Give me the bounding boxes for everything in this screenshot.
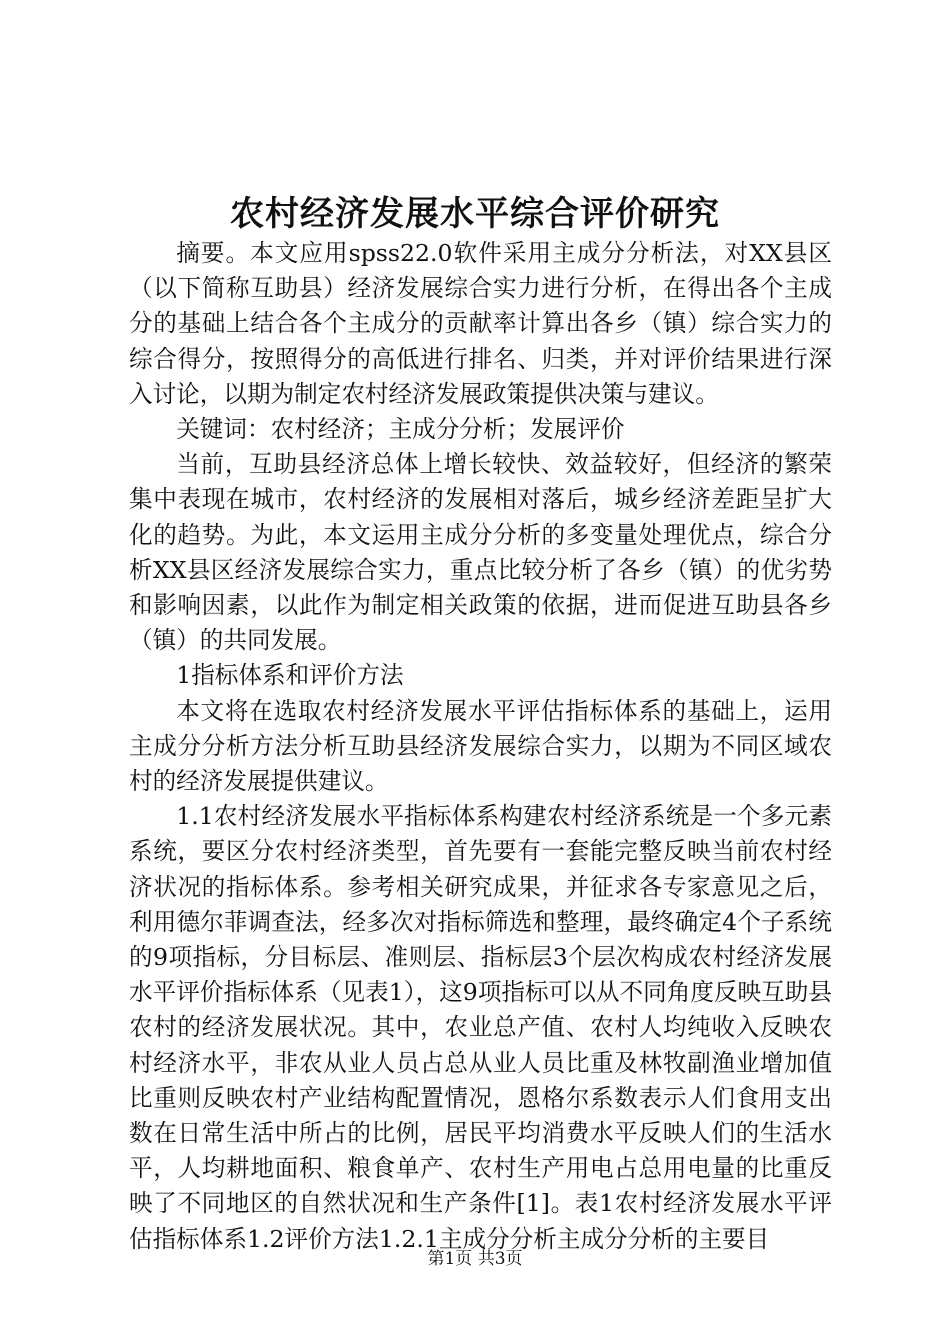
- section-paragraph: 本文将在选取农村经济发展水平评估指标体系的基础上，运用主成分分析方法分析互助县经济发展综合实力，以期为不同区域农村的经济发展提供建议。: [129, 696, 832, 796]
- section-heading: 1指标体系和评价方法: [176, 661, 404, 690]
- page-number-footer: 第1页 共3页: [427, 1249, 523, 1269]
- abstract-paragraph: 摘要。本文应用spss22.0软件采用主成分分析法，对XX县区（以下简称互助县）经济发展综合实力进行分析，在得出各个主成分的基础上结合各个主成分的贡献率计算出各乡（镇）综合实力的综合得分，按照得分的高低进行排名、归类，并对评价结果进行深入讨论，以期为制定农村经济发展政策提供决策与建议。: [129, 239, 832, 408]
- subsection-paragraph: 1.1农村经济发展水平指标体系构建农村经济系统是一个多元素系统，要区分农村经济类型，首先要有一套能完整反映当前农村经济状况的指标体系。参考相关研究成果，并征求各专家意见之后，利用德尔菲调查法，经多次对指标筛选和整理，最终确定4个子系统的9项指标，分目标层、准则层、指标层3个层次构成农村经济发展水平评价指标体系（见表1），这9项指标可以从不同角度反映互助县农村的经济发展状况。其中，农业总产值、农村人均纯收入反映农村经济水平，非农从业人员占总从业人员比重及林牧副渔业增加值比重则反映农村产业结构配置情况，恩格尔系数表示人们食用支出数在日常生活中所占的比例，居民平均消费水平反映人们的生活水平，人均耕地面积、粮食单产、农村生产用电占总用电量的比重反映了不同地区的自然状况和生产条件[1]。表1农村经济发展水平评估指标体系1.2评价方法1.2.1主成分分析主成分分析的主要目: [129, 802, 832, 1253]
- document-body: [129, 236, 832, 1257]
- keywords-paragraph: 关键词：农村经济；主成分分析；发展评价: [176, 415, 625, 444]
- document-title: 农村经济发展水平综合评价研究: [230, 194, 720, 234]
- intro-paragraph: 当前，互助县经济总体上增长较快、效益较好，但经济的繁荣集中表现在城市，农村经济的发展相对落后，城乡经济差距呈扩大化的趋势。为此，本文运用主成分分析的多变量处理优点，综合分析XX县区经济发展综合实力，重点比较分析了各乡（镇）的优劣势和影响因素，以此作为制定相关政策的依据，进而促进互助县各乡（镇）的共同发展。: [129, 450, 832, 655]
